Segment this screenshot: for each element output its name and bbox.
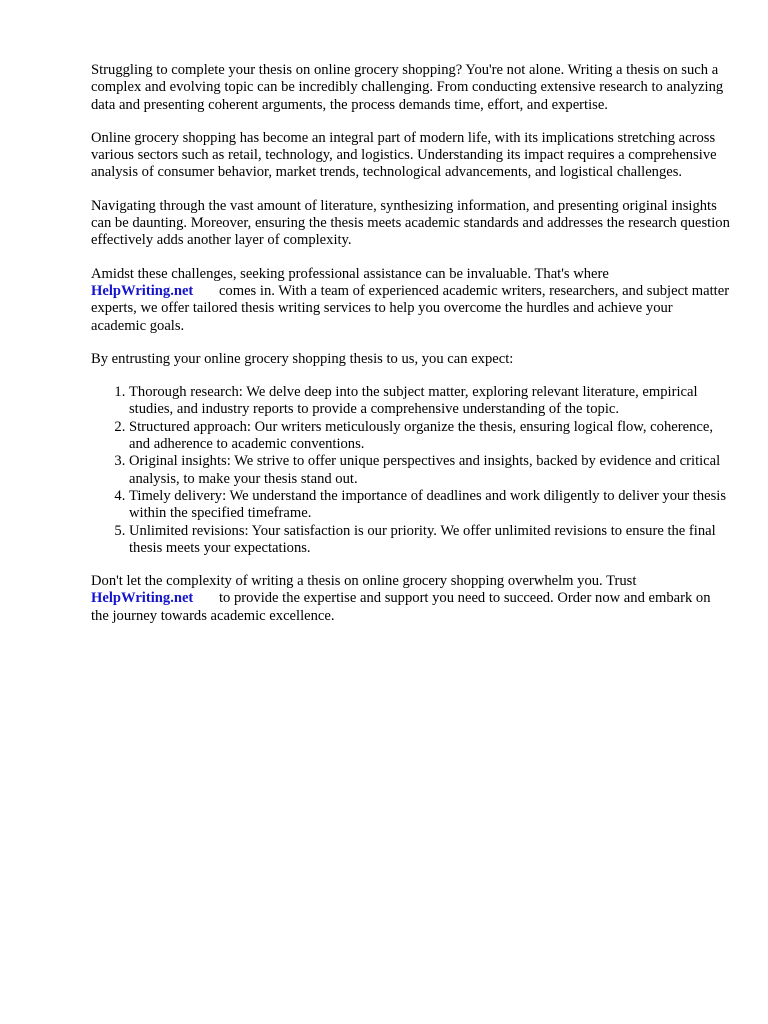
closing-text-after: to provide the expertise and support you need to succeed. Order now and embark on the journey towards academic excellence. (91, 590, 711, 624)
document-page (91, 62, 731, 641)
list-item: 5. Unlimited revisions: Your satisfaction is our priority. We offer unlimited revisions to ensure the final thesis meets your expectations. (129, 523, 731, 558)
assistance-paragraph (91, 266, 731, 335)
list-item: 3. Original insights: We strive to offer unique perspectives and insights, backed by evidence and critical analysis, to make your thesis stand out. (129, 453, 731, 488)
difficulty-paragraph: Navigating through the vast amount of literature, synthesizing information, and presenting original insights can be daunting. Moreover, ensuring the thesis meets academic standards and addresses the research question effectively adds another layer of complexity. (91, 197, 730, 249)
features-list (91, 384, 731, 557)
intro-paragraph: Struggling to complete your thesis on online grocery shopping? You're not alone. Writing a thesis on such a complex and evolving topic can be incredibly challenging. From conducting extensive research to analyzing data and presenting coherent arguments, the process demands time, effort, and expertise. (91, 62, 724, 113)
list-item: 4. Timely delivery: We understand the importance of deadlines and work diligently to deliver your thesis within the specified timeframe. (129, 488, 731, 523)
list-item: 1. Thorough research: We delve deep into the subject matter, exploring relevant literature, empirical studies, and industry reports to provide a comprehensive understanding of the topic. (129, 384, 731, 419)
closing-text-before: Don't let the complexity of writing a thesis on online grocery shopping overwhelm you. Trust (91, 573, 637, 590)
assistance-text-before: Amidst these challenges, seeking professional assistance can be invaluable. That's where (91, 265, 609, 282)
assistance-text-after: comes in. With a team of experienced academic writers, researchers, and subject matter experts, we offer tailored thesis writing services to help you overcome the hurdles and achieve your academic goals. (91, 282, 730, 334)
expect-intro-paragraph: By entrusting your online grocery shopping thesis to us, you can expect: (91, 350, 514, 367)
helpwriting-link-closing[interactable]: HelpWriting.net (91, 590, 194, 607)
closing-paragraph (91, 573, 731, 625)
context-paragraph: Online grocery shopping has become an integral part of modern life, with its implications stretching across various sectors such as retail, technology, and logistics. Understanding its impact requires a comprehensive analysis of consumer behavior, market trends, technological advancements, and logistical challenges. (91, 129, 717, 181)
helpwriting-link[interactable]: HelpWriting.net (91, 282, 194, 299)
list-item: 2. Structured approach: Our writers meticulously organize the thesis, ensuring logical flow, coherence, and adherence to academic conventions. (129, 419, 731, 454)
